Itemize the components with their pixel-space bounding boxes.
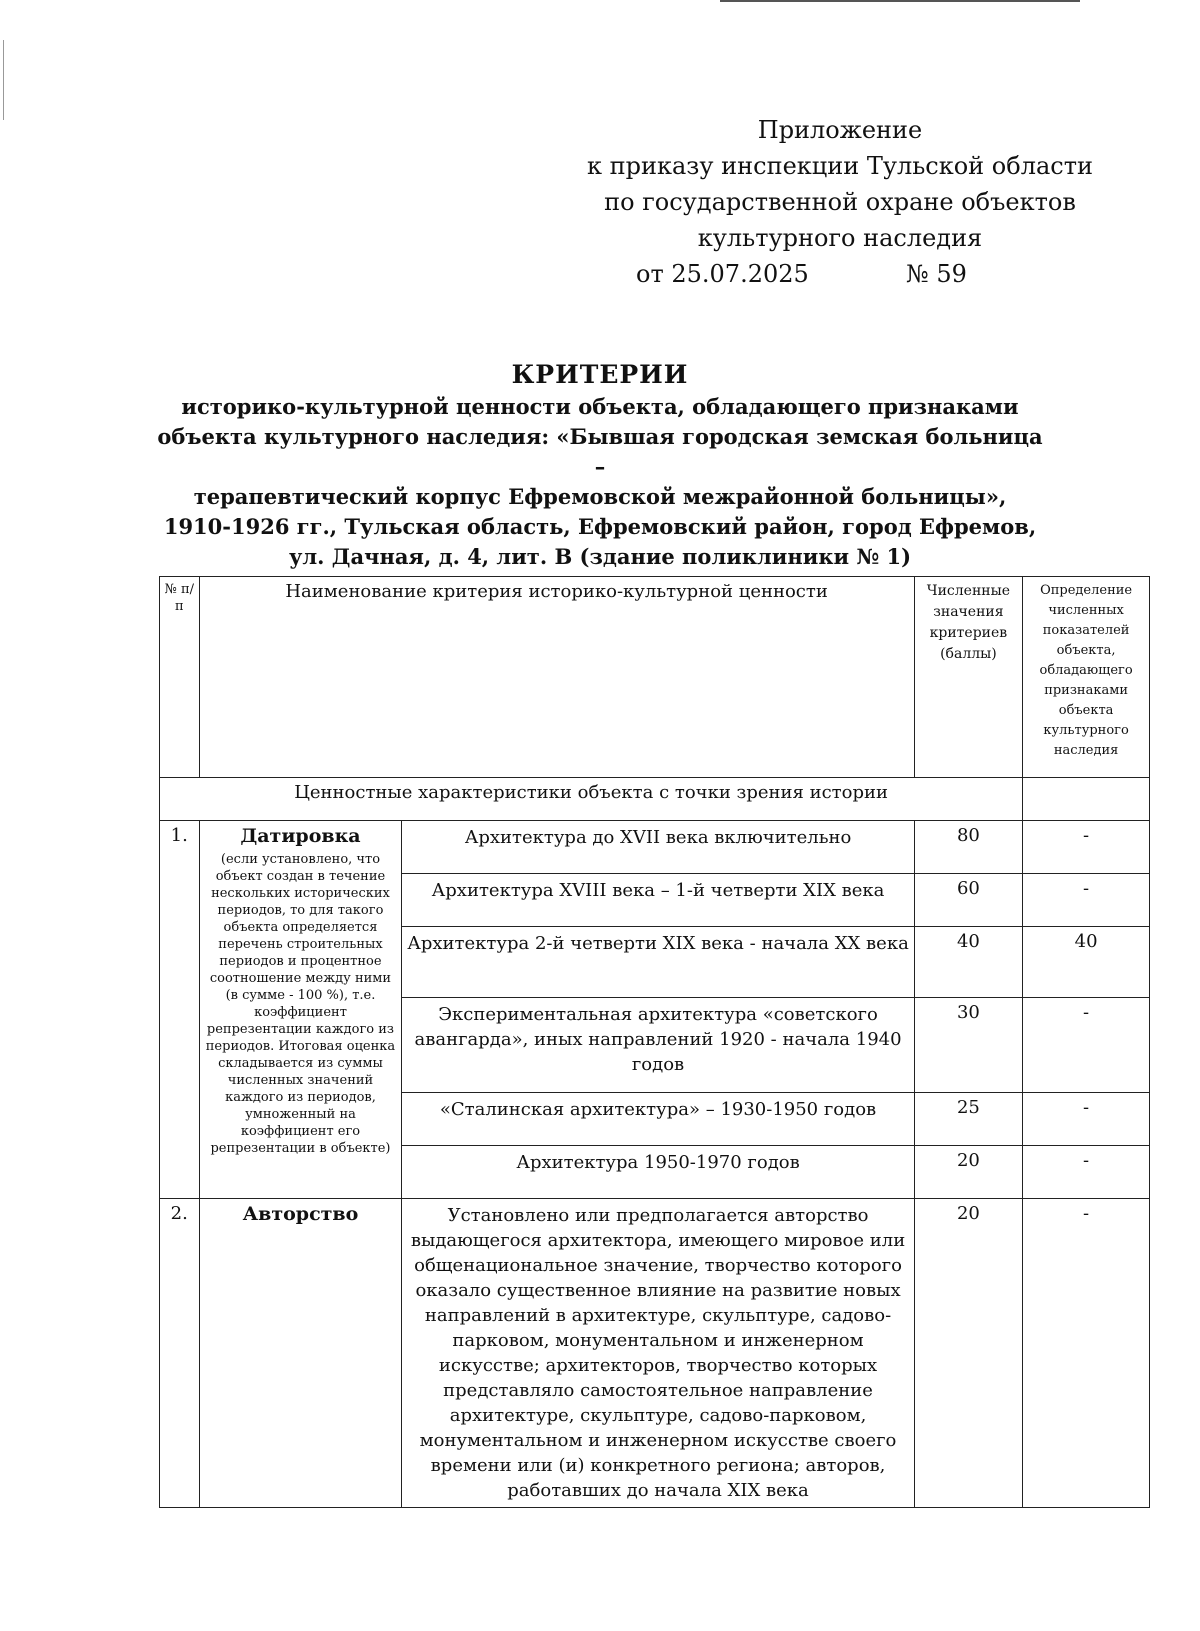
criterion-name: Датировка <box>240 825 361 847</box>
criterion-definition: - <box>1023 874 1150 927</box>
scan-edge-top <box>720 0 1080 2</box>
appendix-agency-cont: культурного наследия <box>697 224 983 252</box>
criterion-name: Авторство <box>242 1203 359 1225</box>
title-line: терапевтический корпус Ефремовской межрайонной больницы», <box>193 484 1007 509</box>
criterion-description: Архитектура 2-й четверти XIX века - начала XX века <box>402 927 914 998</box>
header-criterion-name: Наименование критерия историко-культурной ценности <box>199 577 914 778</box>
criterion-note: (если установлено, что объект создан в течение нескольких исторических периодов, то для такого объекта определяется перечень строительных периодов и процентное соотношение между ними (в сумме - 100 %), т.е. коэффициент репрезентации каждого из периодов. Итоговая оценка складывается из суммы численных значений каждого из периодов, умноженный на коэффициент его репрезентации в объекте) <box>205 852 396 1156</box>
title-line: 1910-1926 гг., Тульская область, Ефремовский район, город Ефремов, <box>163 514 1037 539</box>
criterion-description: Архитектура XVIII века – 1-й четверти XIX века <box>402 874 914 927</box>
criterion-definition: 40 <box>1023 927 1150 998</box>
order-number: № 59 <box>906 260 967 288</box>
criterion-definition: - <box>1023 821 1150 874</box>
title-main: КРИТЕРИИ <box>511 360 689 389</box>
appendix-label: Приложение <box>757 116 923 144</box>
section-title: Ценностные характеристики объекта с точки зрения истории <box>160 778 1023 821</box>
criterion-score: 80 <box>914 821 1023 874</box>
criterion-score: 20 <box>914 1146 1023 1199</box>
title-line: историко-культурной ценности объекта, обладающего признаками <box>181 394 1019 419</box>
criterion-definition: - <box>1023 998 1150 1093</box>
appendix-header <box>560 112 1120 292</box>
criterion-definition: - <box>1023 1199 1150 1508</box>
header-definition: Определение численных показателей объекта, обладающего признаками объекта культурного наследия <box>1023 577 1150 778</box>
appendix-order-ref: к приказу инспекции Тульской области <box>587 152 1093 180</box>
criterion-score: 25 <box>914 1093 1023 1146</box>
document-title <box>150 360 1050 572</box>
criterion-score: 60 <box>914 874 1023 927</box>
criterion-description: Экспериментальная архитектура «советского авангарда», иных направлений 1920 - начала 1940 годов <box>402 998 914 1093</box>
header-num: № п/п <box>160 577 200 778</box>
section-empty-cell <box>1023 778 1150 821</box>
criterion-description: Архитектура 1950-1970 годов <box>402 1146 914 1199</box>
criterion-description: «Сталинская архитектура» – 1930-1950 годов <box>402 1093 914 1146</box>
criterion-score: 30 <box>914 998 1023 1093</box>
section-row <box>160 778 1150 821</box>
title-line: объекта культурного наследия: «Бывшая городская земская больница – <box>157 424 1043 479</box>
criterion-score: 20 <box>914 1199 1023 1508</box>
criterion-name-cell <box>199 1199 402 1508</box>
criterion-description: Архитектура до XVII века включительно <box>402 821 914 874</box>
scan-edge-left <box>3 40 4 120</box>
order-date-number <box>560 256 1120 292</box>
criterion-definition: - <box>1023 1146 1150 1199</box>
title-line: ул. Дачная, д. 4, лит. В (здание поликлиники № 1) <box>288 544 912 569</box>
criterion-number: 1. <box>160 821 200 1199</box>
table-row <box>160 821 1150 874</box>
criterion-definition: - <box>1023 1093 1150 1146</box>
appendix-agency: по государственной охране объектов <box>604 188 1076 216</box>
table-row <box>160 1199 1150 1508</box>
header-score: Численные значения критериев (баллы) <box>914 577 1023 778</box>
criterion-number: 2. <box>160 1199 200 1508</box>
criterion-score: 40 <box>914 927 1023 998</box>
order-date: от 25.07.2025 <box>636 260 809 288</box>
criterion-description: Установлено или предполагается авторство выдающегося архитектора, имеющего мировое или общенациональное значение, творчество которого оказало существенное влияние на развитие новых направлений в архитектуре, скульптуре, садово-парковом, монументальном и инженерном искусстве; архитекторов, творчество которых представляло самостоятельное направление архитектуре, скульптуре, садово-парковом, монументальном и инженерном искусстве своего времени или (и) конкретного региона; авторов, работавших до начала XIX века <box>402 1199 914 1508</box>
criterion-name-cell <box>199 821 402 1199</box>
criteria-table <box>159 576 1150 1508</box>
table-header-row <box>160 577 1150 778</box>
